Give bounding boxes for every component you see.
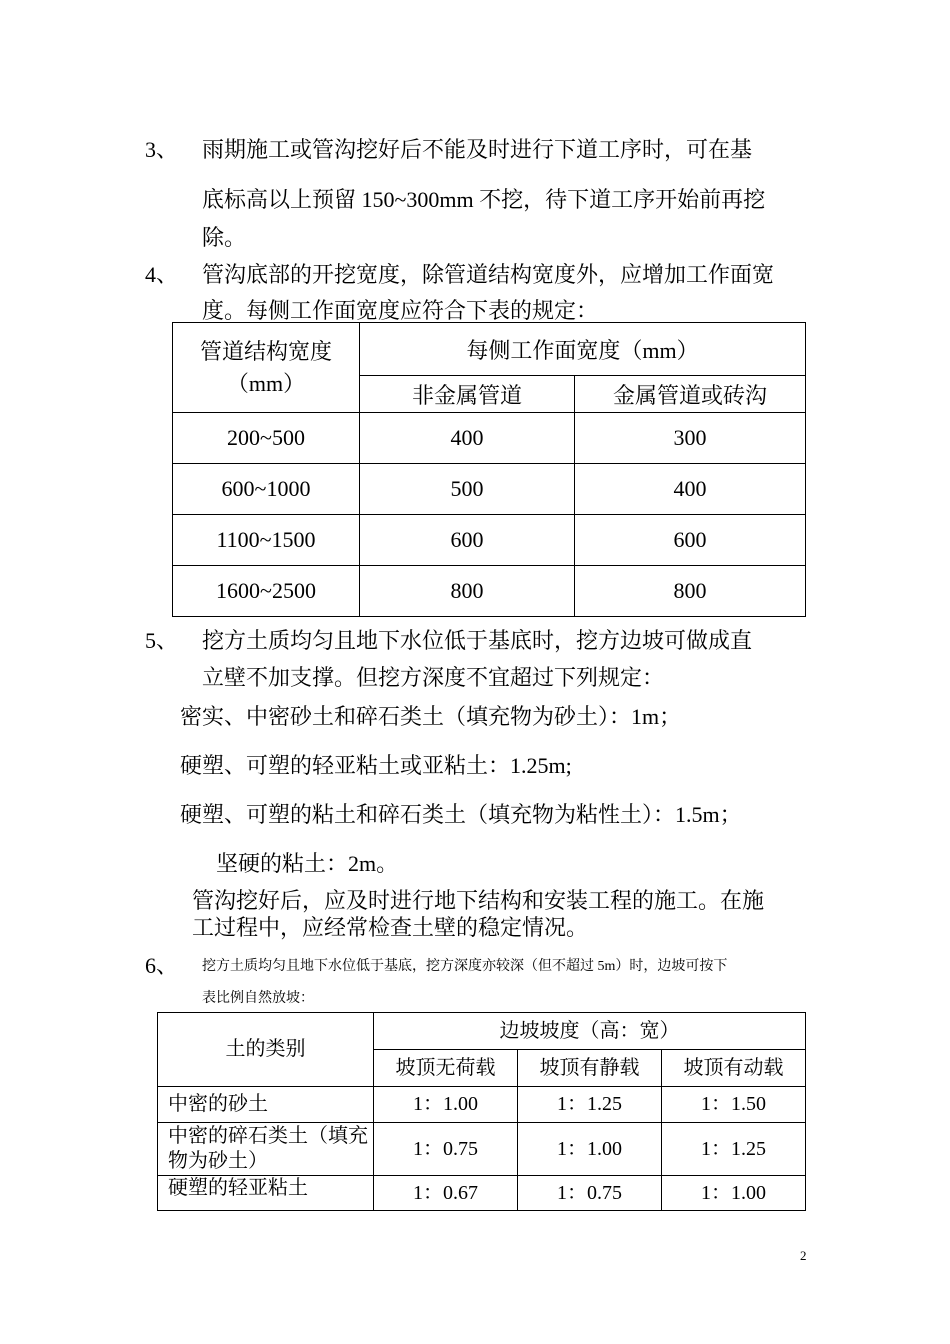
table2-header-dynamic-load: 坡顶有动载 xyxy=(662,1050,806,1087)
item-6-line-2: 表比例自然放坡： xyxy=(202,991,314,1006)
table2-cell: 1：1.50 xyxy=(662,1087,806,1123)
table1-cell: 400 xyxy=(360,413,575,464)
table1-cell: 300 xyxy=(575,413,806,464)
table2-cell: 1：1.00 xyxy=(518,1123,662,1176)
table2-cell: 1：0.75 xyxy=(374,1123,518,1176)
item-6-number: 6、 xyxy=(145,953,179,978)
item-3-line-3: 除。 xyxy=(202,225,247,250)
item-5-line-2: 立壁不加支撑。但挖方深度不宜超过下列规定： xyxy=(202,665,665,690)
table1-cell: 400 xyxy=(575,464,806,515)
item-5-note-1: 管沟挖好后，应及时进行地下结构和安装工程的施工。在施 xyxy=(192,888,765,913)
table1-cell: 1600~2500 xyxy=(173,566,360,617)
table1-header-group: 每侧工作面宽度（mm） xyxy=(360,323,806,376)
work-width-table xyxy=(172,322,806,617)
item-6-line-1: 挖方土质均匀且地下水位低于基底，挖方深度亦较深（但不超过 5m）时，边坡可按下 xyxy=(202,959,728,974)
table2-header-group: 边坡坡度（高：宽） xyxy=(374,1013,806,1050)
table-row xyxy=(173,515,806,566)
table1-cell: 800 xyxy=(360,566,575,617)
table1-cell: 200~500 xyxy=(173,413,360,464)
item-5-rule-2: 硬塑、可塑的轻亚粘土或亚粘土：1.25m; xyxy=(180,753,572,778)
item-5-number: 5、 xyxy=(145,628,179,653)
table2-header-no-load: 坡顶无荷载 xyxy=(374,1050,518,1087)
table-row xyxy=(173,566,806,617)
table-row xyxy=(173,413,806,464)
table2-cell: 1：0.67 xyxy=(374,1176,518,1211)
table1-cell: 600 xyxy=(575,515,806,566)
item-4-line-2: 度。每侧工作面宽度应符合下表的规定： xyxy=(202,298,599,323)
table1-header-nonmetal: 非金属管道 xyxy=(360,376,575,413)
page-number: 2 xyxy=(800,1248,807,1263)
table-row xyxy=(158,1123,806,1176)
table2-cell: 中密的碎石类土（填充物为砂土） xyxy=(158,1123,374,1176)
item-4-line-1: 管沟底部的开挖宽度，除管道结构宽度外，应增加工作面宽 xyxy=(202,262,775,287)
table-row xyxy=(158,1087,806,1123)
table2-header-static-load: 坡顶有静载 xyxy=(518,1050,662,1087)
item-3-line-1: 雨期施工或管沟挖好后不能及时进行下道工序时，可在基 xyxy=(202,137,753,162)
item-5-rule-3: 硬塑、可塑的粘土和碎石类土（填充物为粘性土）：1.5m； xyxy=(180,802,742,827)
table2-header-soil-type: 土的类别 xyxy=(158,1013,374,1087)
item-5-rule-4: 坚硬的粘土：2m。 xyxy=(216,851,399,876)
item-3-number: 3、 xyxy=(145,137,179,162)
table2-cell: 1：0.75 xyxy=(518,1176,662,1211)
table2-cell: 中密的砂土 xyxy=(158,1087,374,1123)
table1-cell: 600~1000 xyxy=(173,464,360,515)
table1-cell: 1100~1500 xyxy=(173,515,360,566)
table1-cell: 500 xyxy=(360,464,575,515)
table2-cell: 1：1.00 xyxy=(374,1087,518,1123)
item-5-note-2: 工过程中，应经常检查土壁的稳定情况。 xyxy=(192,915,589,940)
item-5-rule-1: 密实、中密砂土和碎石类土（填充物为砂土）：1m； xyxy=(180,704,682,729)
table1-header-structure-width: 管道结构宽度（mm） xyxy=(173,323,360,413)
item-5-line-1: 挖方土质均匀且地下水位低于基底时，挖方边坡可做成直 xyxy=(202,628,753,653)
table-row xyxy=(173,464,806,515)
table2-cell: 1：1.25 xyxy=(518,1087,662,1123)
table2-cell: 1：1.00 xyxy=(662,1176,806,1211)
item-4-number: 4、 xyxy=(145,262,179,287)
table1-cell: 600 xyxy=(360,515,575,566)
item-3-line-2: 底标高以上预留 150~300mm 不挖，待下道工序开始前再挖 xyxy=(202,187,766,212)
slope-ratio-table xyxy=(157,1012,806,1211)
table2-cell: 1：1.25 xyxy=(662,1123,806,1176)
table2-cell: 硬塑的轻亚粘土 xyxy=(158,1176,374,1211)
table1-header-metal: 金属管道或砖沟 xyxy=(575,376,806,413)
table1-cell: 800 xyxy=(575,566,806,617)
table-row xyxy=(158,1176,806,1211)
